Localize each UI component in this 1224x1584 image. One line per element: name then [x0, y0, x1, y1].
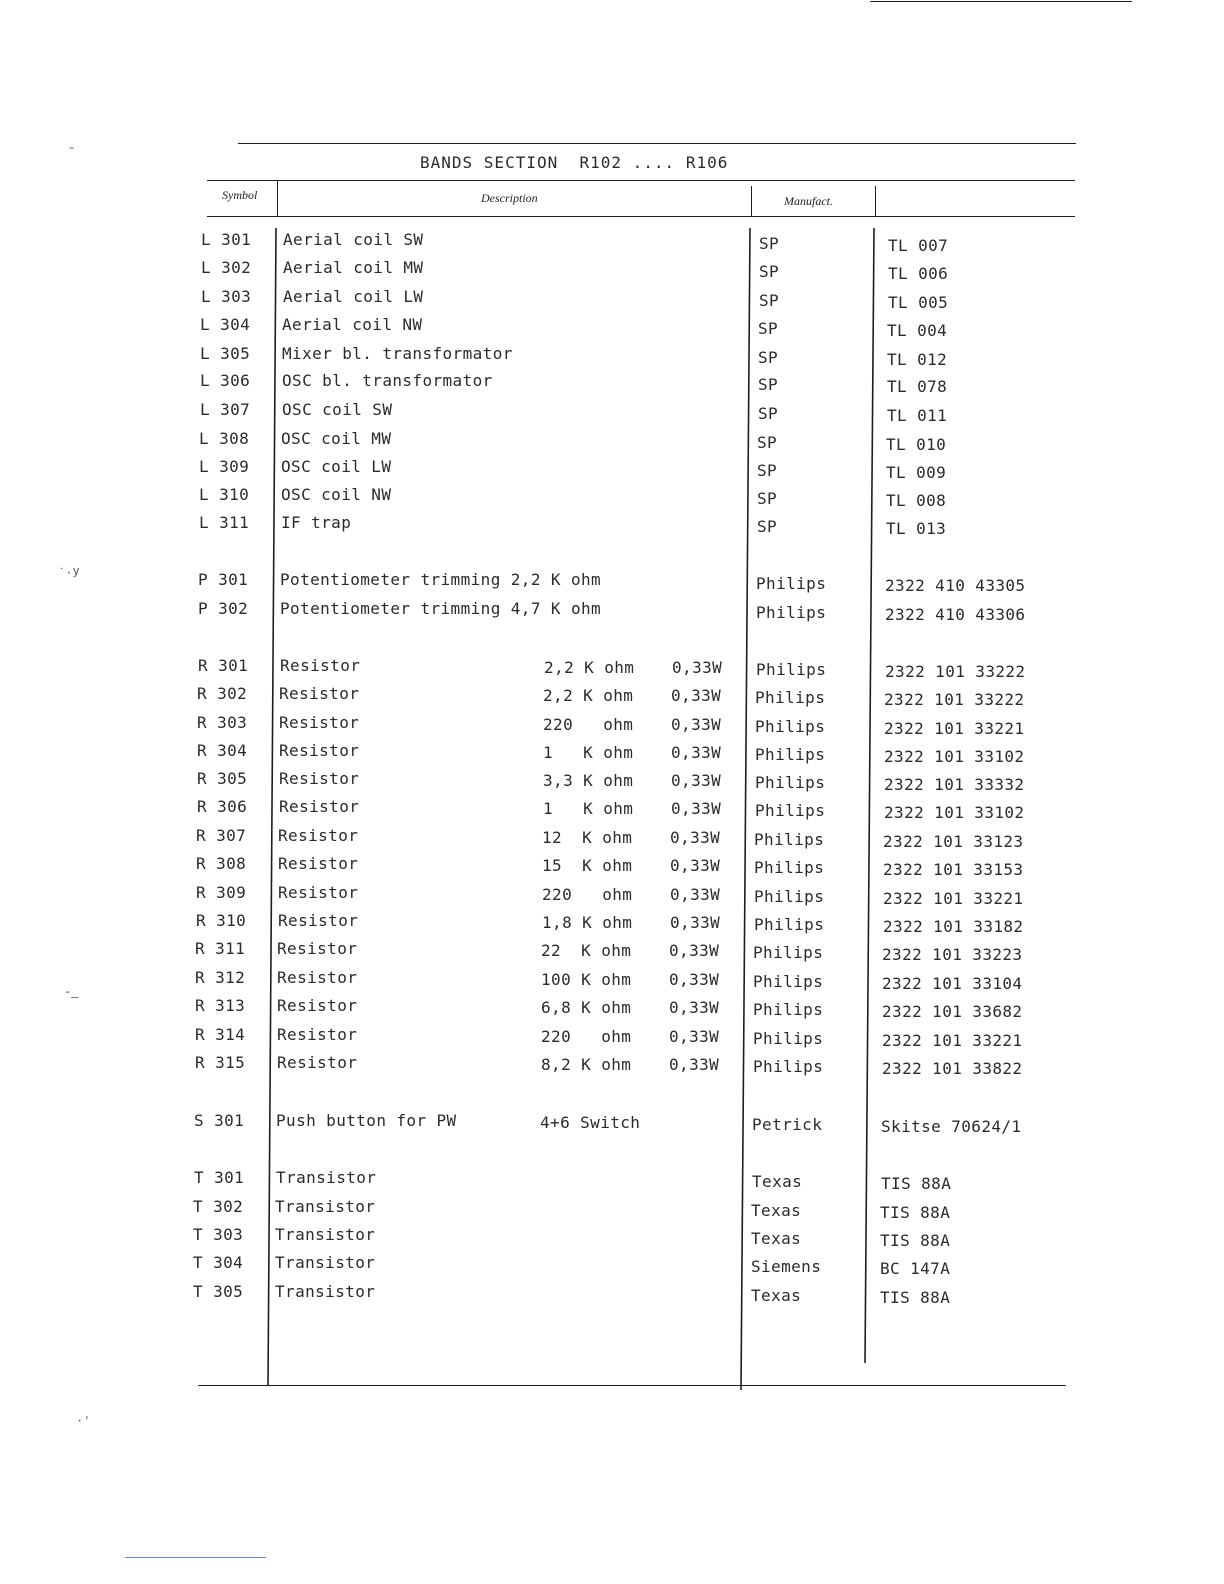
cell-description: Resistor: [278, 854, 359, 873]
cell-part-number: 2322 101 33221: [882, 1031, 1023, 1050]
cell-symbol: L 301: [201, 230, 252, 249]
cell-symbol: R 314: [195, 1025, 246, 1044]
cell-manufacturer: Philips: [753, 1029, 824, 1048]
cell-manufacturer: Texas: [751, 1201, 802, 1220]
cell-value: 4+6 Switch: [540, 1113, 641, 1132]
cell-manufacturer: SP: [759, 291, 780, 310]
cell-symbol: T 303: [193, 1225, 244, 1244]
cell-symbol: R 308: [196, 854, 247, 873]
cell-part-number: 2322 101 33221: [883, 889, 1024, 908]
cell-description: Resistor: [280, 656, 361, 675]
cell-part-number: TIS 88A: [881, 1174, 952, 1193]
cell-description: Transistor: [275, 1282, 376, 1301]
cell-symbol: R 302: [197, 684, 248, 703]
cell-symbol: S 301: [194, 1111, 245, 1130]
cell-power: 0,33W: [671, 799, 722, 818]
scan-mark: ˜—: [64, 990, 79, 1004]
cell-manufacturer: SP: [758, 404, 779, 423]
cell-value: 220 ohm: [542, 885, 633, 904]
cell-description: Resistor: [279, 797, 360, 816]
cell-manufacturer: Philips: [754, 915, 825, 934]
cell-value: 6,8 K ohm: [541, 998, 632, 1017]
cell-part-number: 2322 101 33822: [882, 1059, 1023, 1078]
cell-power: 0,33W: [669, 970, 720, 989]
cell-manufacturer: SP: [758, 375, 779, 394]
cell-part-number: 2322 410 43305: [885, 576, 1026, 595]
cell-part-number: TL 004: [887, 321, 948, 340]
cell-description: OSC bl. transformator: [282, 371, 493, 390]
cell-symbol: R 303: [197, 713, 248, 732]
cell-power: 0,33W: [670, 828, 721, 847]
cell-power: 0,33W: [669, 998, 720, 1017]
cell-description: Resistor: [278, 826, 359, 845]
cell-manufacturer: Philips: [754, 858, 825, 877]
cell-part-number: 2322 101 33222: [884, 690, 1025, 709]
cell-part-number: TL 008: [886, 491, 947, 510]
cell-value: 2,2 K ohm: [544, 658, 635, 677]
header-description: Description: [481, 191, 538, 205]
cell-power: 0,33W: [669, 941, 720, 960]
cell-description: IF trap: [281, 513, 352, 532]
cell-manufacturer: Philips: [755, 745, 826, 764]
cell-part-number: TIS 88A: [880, 1231, 951, 1250]
cell-manufacturer: SP: [757, 517, 778, 536]
cell-part-number: TL 010: [886, 435, 947, 454]
cell-description: Resistor: [277, 996, 358, 1015]
cell-manufacturer: SP: [758, 319, 779, 338]
cell-power: 0,33W: [670, 856, 721, 875]
cell-symbol: R 307: [196, 826, 247, 845]
cell-description: Transistor: [275, 1253, 376, 1272]
cell-power: 0,33W: [670, 885, 721, 904]
cell-manufacturer: Petrick: [752, 1115, 823, 1134]
cell-manufacturer: SP: [757, 489, 778, 508]
cell-value: 100 K ohm: [541, 970, 632, 989]
cell-symbol: T 305: [193, 1282, 244, 1301]
cell-symbol: R 315: [195, 1053, 246, 1072]
cell-description: Resistor: [279, 741, 360, 760]
cell-symbol: R 301: [198, 656, 249, 675]
cell-part-number: TL 013: [886, 519, 947, 538]
cell-manufacturer: Texas: [751, 1229, 802, 1248]
cell-description: Resistor: [277, 939, 358, 958]
cell-symbol: T 301: [194, 1168, 245, 1187]
cell-value: 8,2 K ohm: [541, 1055, 632, 1074]
cell-power: 0,33W: [669, 1027, 720, 1046]
cell-value: 1 K ohm: [543, 799, 634, 818]
cell-manufacturer: SP: [757, 433, 778, 452]
cell-description: Resistor: [277, 968, 358, 987]
cell-part-number: TL 007: [888, 236, 949, 255]
cell-part-number: TL 009: [886, 463, 947, 482]
cell-symbol: P 301: [198, 570, 249, 589]
cell-manufacturer: Philips: [755, 717, 826, 736]
cell-symbol: R 309: [196, 883, 247, 902]
cell-symbol: R 306: [197, 797, 248, 816]
cell-value: 3,3 K ohm: [543, 771, 634, 790]
cell-description: Resistor: [277, 1053, 358, 1072]
cell-power: 0,33W: [671, 686, 722, 705]
cell-symbol: T 304: [193, 1253, 244, 1272]
cell-symbol: R 305: [197, 769, 248, 788]
cell-description: Aerial coil LW: [283, 287, 424, 306]
cell-symbol: L 306: [200, 371, 251, 390]
cell-part-number: 2322 410 43306: [885, 605, 1026, 624]
cell-manufacturer: Texas: [751, 1286, 802, 1305]
cell-part-number: TL 078: [887, 377, 948, 396]
cell-value: 220 ohm: [541, 1027, 632, 1046]
cell-part-number: 2322 101 33182: [883, 917, 1024, 936]
cell-description: Transistor: [275, 1225, 376, 1244]
cell-symbol: R 313: [195, 996, 246, 1015]
cell-manufacturer: Philips: [756, 660, 827, 679]
cell-value: 12 K ohm: [542, 828, 633, 847]
cell-power: 0,33W: [670, 913, 721, 932]
cell-value: 1,8 K ohm: [542, 913, 633, 932]
cell-description: Aerial coil MW: [283, 258, 424, 277]
cell-symbol: L 311: [199, 513, 250, 532]
cell-symbol: L 308: [199, 429, 250, 448]
cell-manufacturer: Philips: [754, 830, 825, 849]
cell-manufacturer: Philips: [756, 574, 827, 593]
cell-part-number: TIS 88A: [880, 1288, 951, 1307]
cell-description: Push button for PW: [276, 1111, 457, 1130]
cell-part-number: TL 005: [888, 293, 949, 312]
cell-part-number: Skitse 70624/1: [881, 1117, 1022, 1136]
cell-manufacturer: Philips: [755, 801, 826, 820]
cell-part-number: TL 006: [888, 264, 949, 283]
scan-mark: ˙·У: [58, 566, 80, 580]
header-manufacturer: Manufact.: [784, 194, 833, 208]
cell-manufacturer: SP: [757, 461, 778, 480]
cell-manufacturer: Philips: [753, 1000, 824, 1019]
cell-symbol: R 304: [197, 741, 248, 760]
cell-part-number: BC 147A: [880, 1259, 951, 1278]
cell-value: 15 K ohm: [542, 856, 633, 875]
cell-symbol: L 303: [201, 287, 252, 306]
cell-manufacturer: Texas: [752, 1172, 803, 1191]
cell-part-number: 2322 101 33102: [884, 747, 1025, 766]
cell-description: Aerial coil SW: [283, 230, 424, 249]
header-symbol: Symbol: [222, 188, 258, 202]
scan-mark: ·': [76, 1414, 91, 1428]
cell-manufacturer: SP: [758, 348, 779, 367]
cell-manufacturer: Philips: [755, 773, 826, 792]
cell-value: 220 ohm: [543, 715, 634, 734]
cell-manufacturer: SP: [759, 262, 780, 281]
cell-manufacturer: Philips: [754, 887, 825, 906]
cell-manufacturer: Philips: [753, 1057, 824, 1076]
cell-power: 0,33W: [669, 1055, 720, 1074]
cell-description: OSC coil LW: [281, 457, 392, 476]
scan-mark: ˜: [68, 146, 76, 160]
cell-part-number: 2322 101 33222: [885, 662, 1026, 681]
cell-description: Transistor: [276, 1168, 377, 1187]
cell-description: Potentiometer trimming 4,7 K ohm: [280, 599, 602, 618]
cell-part-number: 2322 101 33153: [883, 860, 1024, 879]
cell-description: Resistor: [278, 911, 359, 930]
cell-manufacturer: SP: [759, 234, 780, 253]
cell-manufacturer: Siemens: [751, 1257, 822, 1276]
cell-part-number: 2322 101 33102: [884, 803, 1025, 822]
cell-description: Resistor: [279, 769, 360, 788]
cell-description: OSC coil NW: [281, 485, 392, 504]
cell-power: 0,33W: [671, 771, 722, 790]
cell-symbol: L 307: [200, 400, 251, 419]
cell-description: Resistor: [279, 713, 360, 732]
cell-symbol: L 309: [199, 457, 250, 476]
cell-power: 0,33W: [671, 715, 722, 734]
cell-value: 22 K ohm: [541, 941, 632, 960]
cell-symbol: R 310: [196, 911, 247, 930]
cell-part-number: 2322 101 33682: [882, 1002, 1023, 1021]
cell-part-number: 2322 101 33104: [882, 974, 1023, 993]
cell-manufacturer: Philips: [753, 943, 824, 962]
cell-symbol: L 302: [201, 258, 252, 277]
cell-part-number: TIS 88A: [880, 1203, 951, 1222]
section-title: BANDS SECTION R102 .... R106: [420, 153, 729, 172]
cell-symbol: L 305: [200, 344, 251, 363]
cell-manufacturer: Philips: [756, 603, 827, 622]
cell-part-number: 2322 101 33223: [882, 945, 1023, 964]
cell-description: Transistor: [275, 1197, 376, 1216]
cell-part-number: TL 012: [887, 350, 948, 369]
cell-description: OSC coil SW: [282, 400, 393, 419]
cell-power: 0,33W: [672, 658, 723, 677]
cell-description: Mixer bl. transformator: [282, 344, 513, 363]
cell-symbol: R 311: [195, 939, 246, 958]
cell-description: Resistor: [279, 684, 360, 703]
cell-symbol: L 304: [200, 315, 251, 334]
cell-power: 0,33W: [671, 743, 722, 762]
cell-description: Potentiometer trimming 2,2 K ohm: [280, 570, 602, 589]
cell-manufacturer: Philips: [753, 972, 824, 991]
cell-symbol: T 302: [193, 1197, 244, 1216]
cell-symbol: L 310: [199, 485, 250, 504]
cell-part-number: TL 011: [887, 406, 948, 425]
cell-symbol: P 302: [198, 599, 249, 618]
cell-description: Resistor: [278, 883, 359, 902]
cell-symbol: R 312: [195, 968, 246, 987]
cell-description: Resistor: [277, 1025, 358, 1044]
cell-description: OSC coil MW: [281, 429, 392, 448]
cell-value: 1 K ohm: [543, 743, 634, 762]
cell-part-number: 2322 101 33123: [883, 832, 1024, 851]
cell-value: 2,2 K ohm: [543, 686, 634, 705]
cell-manufacturer: Philips: [755, 688, 826, 707]
cell-part-number: 2322 101 33221: [884, 719, 1025, 738]
cell-description: Aerial coil NW: [282, 315, 423, 334]
cell-part-number: 2322 101 33332: [884, 775, 1025, 794]
